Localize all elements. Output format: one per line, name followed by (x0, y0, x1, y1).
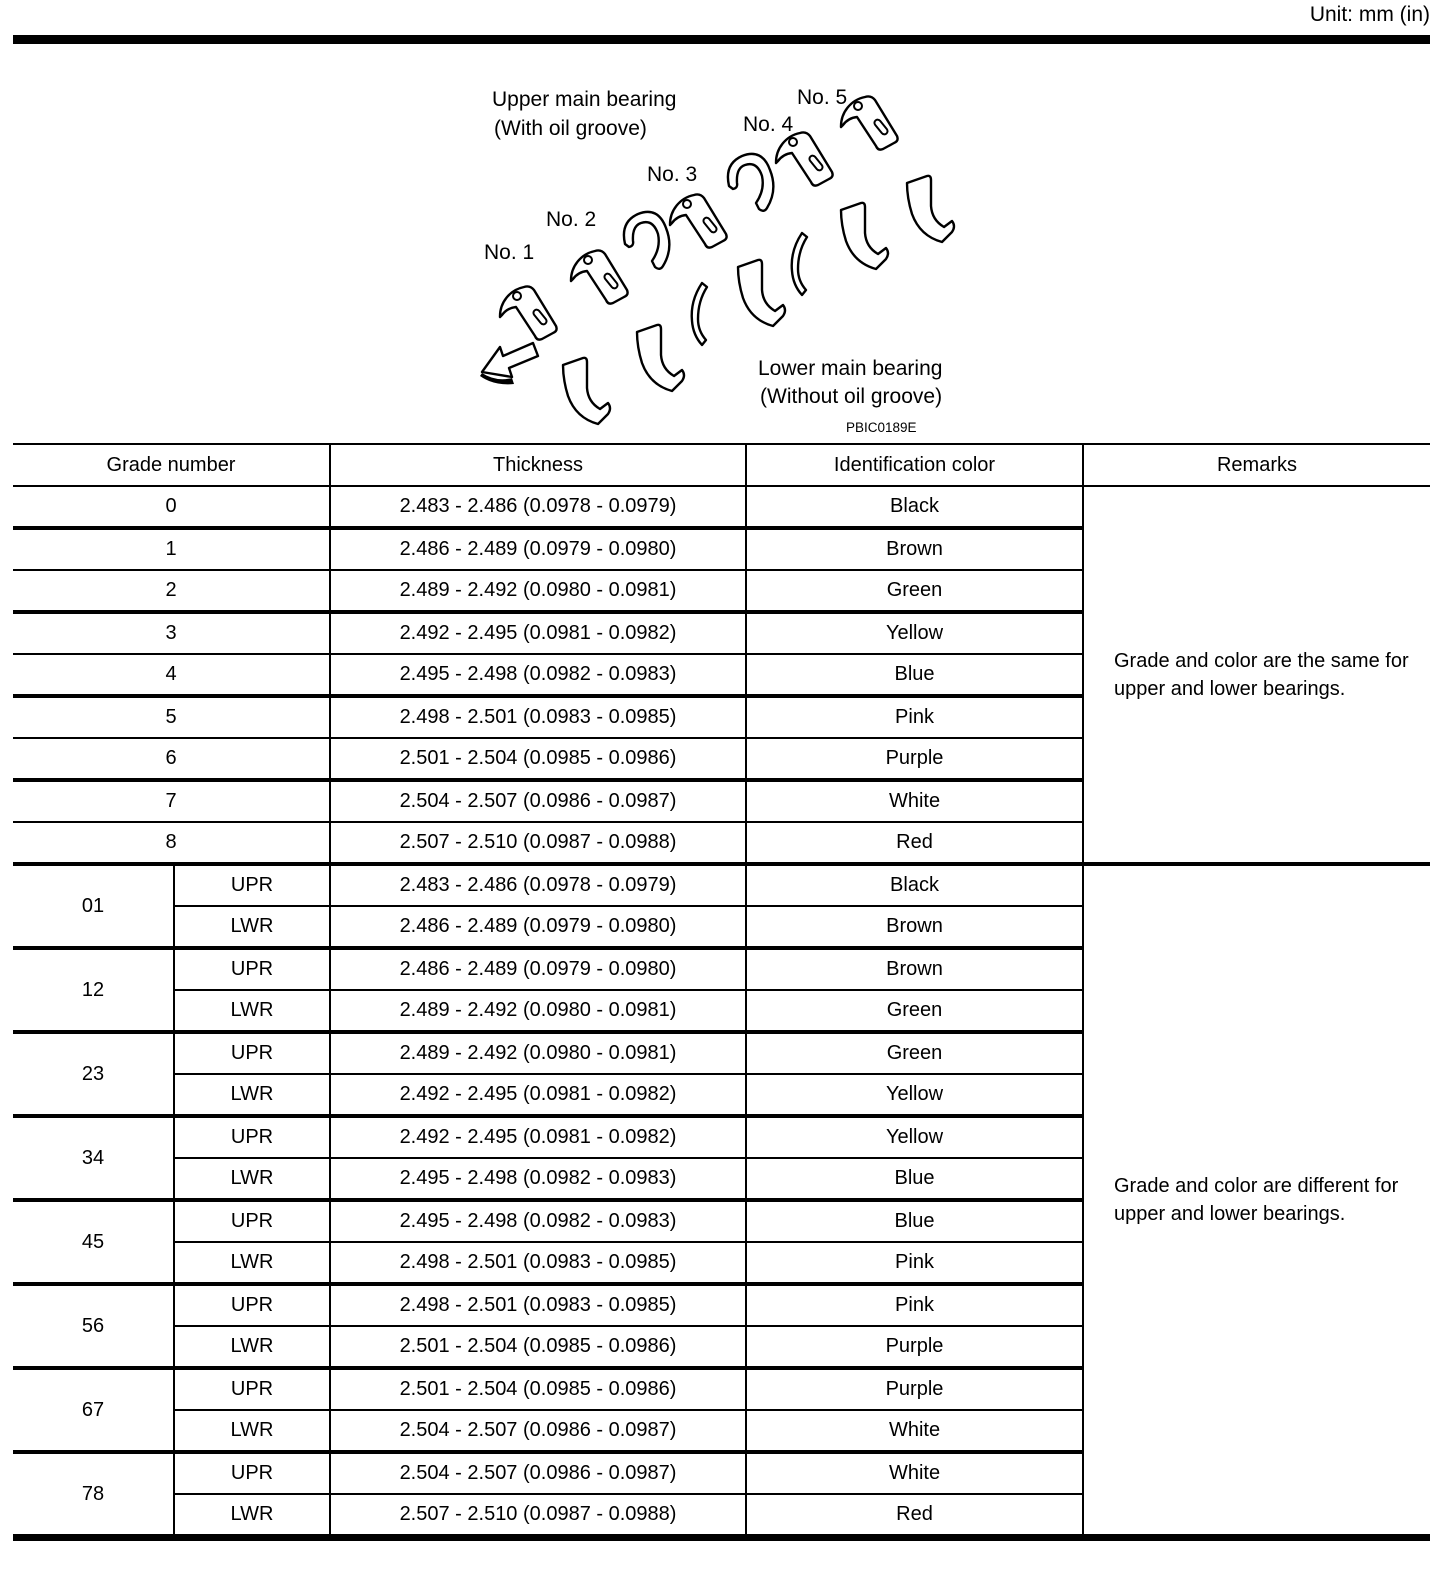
upper-bearing-no4 (776, 132, 833, 185)
lower-bearing-label-line1: Lower main bearing (758, 357, 943, 380)
grade-cell: 56 (13, 1284, 174, 1368)
position-cell-lwr: LWR (174, 1326, 330, 1368)
grade-cell: 01 (13, 864, 174, 948)
thickness-cell: 2.498 - 2.501 (0.0983 - 0.0985) (330, 696, 746, 738)
color-cell: Purple (746, 1326, 1083, 1368)
thickness-cell: 2.489 - 2.492 (0.0980 - 0.0981) (330, 570, 746, 612)
color-cell: Black (746, 864, 1083, 906)
thickness-cell: 2.495 - 2.498 (0.0982 - 0.0983) (330, 654, 746, 696)
thickness-cell: 2.501 - 2.504 (0.0985 - 0.0986) (330, 738, 746, 780)
thickness-cell: 2.501 - 2.504 (0.0985 - 0.0986) (330, 1326, 746, 1368)
thickness-cell: 2.483 - 2.486 (0.0978 - 0.0979) (330, 864, 746, 906)
section-divider-rule (13, 35, 1430, 44)
header-grade-number: Grade number (13, 444, 330, 486)
table-row (13, 486, 1430, 528)
position-cell-lwr: LWR (174, 1494, 330, 1538)
color-cell: Brown (746, 906, 1083, 948)
figure-code: PBIC0189E (846, 420, 917, 435)
grade-cell: 8 (13, 822, 330, 864)
thickness-cell: 2.492 - 2.495 (0.0981 - 0.0982) (330, 1116, 746, 1158)
position-cell-lwr: LWR (174, 1074, 330, 1116)
grade-cell: 5 (13, 696, 330, 738)
thickness-cell: 2.489 - 2.492 (0.0980 - 0.0981) (330, 1032, 746, 1074)
lower-bearing-label-line2: (Without oil groove) (760, 385, 943, 408)
position-cell-upr: UPR (174, 1284, 330, 1326)
edge-on-shell-icon (728, 154, 773, 211)
grade-cell: 3 (13, 612, 330, 654)
position-cell-upr: UPR (174, 1452, 330, 1494)
color-cell: Yellow (746, 1116, 1083, 1158)
color-cell: White (746, 1452, 1083, 1494)
remarks-cell: Grade and color are different for upper and lower bearings. (1083, 864, 1430, 1538)
table-row (13, 864, 1430, 906)
pair-grade-section (13, 864, 1430, 1538)
upper-bearing-label-line2: (With oil groove) (494, 117, 647, 140)
remarks-cell: Grade and color are the same for upper and lower bearings. (1083, 486, 1430, 864)
grade-cell: 67 (13, 1368, 174, 1452)
grade-cell: 0 (13, 486, 330, 528)
grade-cell: 1 (13, 528, 330, 570)
grade-cell: 78 (13, 1452, 174, 1538)
header-thickness: Thickness (330, 444, 746, 486)
grade-cell: 6 (13, 738, 330, 780)
color-cell: Yellow (746, 1074, 1083, 1116)
unit-label: Unit: mm (in) (1309, 3, 1430, 26)
grade-cell: 12 (13, 948, 174, 1032)
color-cell: Green (746, 1032, 1083, 1074)
thickness-cell: 2.507 - 2.510 (0.0987 - 0.0988) (330, 822, 746, 864)
color-cell: Brown (746, 528, 1083, 570)
position-cell-upr: UPR (174, 1200, 330, 1242)
upper-bearing-no1 (500, 286, 557, 339)
thickness-cell: 2.504 - 2.507 (0.0986 - 0.0987) (330, 780, 746, 822)
lower-bearing-3 (738, 260, 785, 326)
position-cell-lwr: LWR (174, 906, 330, 948)
edge-on-shell-icon (624, 212, 669, 269)
color-cell: Purple (746, 738, 1083, 780)
color-cell: Black (746, 486, 1083, 528)
thickness-cell: 2.504 - 2.507 (0.0986 - 0.0987) (330, 1410, 746, 1452)
position-cell-lwr: LWR (174, 1410, 330, 1452)
thickness-cell: 2.486 - 2.489 (0.0979 - 0.0980) (330, 528, 746, 570)
upper-bearing-no2 (571, 250, 628, 303)
thickness-cell: 2.498 - 2.501 (0.0983 - 0.0985) (330, 1284, 746, 1326)
position-cell-upr: UPR (174, 1032, 330, 1074)
color-cell: Pink (746, 696, 1083, 738)
thickness-cell: 2.489 - 2.492 (0.0980 - 0.0981) (330, 990, 746, 1032)
direction-arrow-icon (480, 343, 538, 384)
color-cell: White (746, 1410, 1083, 1452)
lower-bearing-4 (841, 203, 888, 269)
color-cell: Red (746, 822, 1083, 864)
header-row (13, 444, 1430, 486)
upper-bearing-no5 (841, 96, 898, 149)
position-cell-upr: UPR (174, 864, 330, 906)
color-cell: Yellow (746, 612, 1083, 654)
bearing-grade-table (13, 443, 1430, 1541)
grade-cell: 34 (13, 1116, 174, 1200)
thickness-cell: 2.492 - 2.495 (0.0981 - 0.0982) (330, 1074, 746, 1116)
position-cell-upr: UPR (174, 1116, 330, 1158)
upper-bearing-label-line1: Upper main bearing (492, 88, 677, 111)
bearing-figure (450, 78, 1030, 440)
thickness-cell: 2.483 - 2.486 (0.0978 - 0.0979) (330, 486, 746, 528)
callout-no1: No. 1 (484, 241, 535, 264)
header-remarks: Remarks (1083, 444, 1430, 486)
thickness-cell: 2.486 - 2.489 (0.0979 - 0.0980) (330, 948, 746, 990)
thickness-cell: 2.486 - 2.489 (0.0979 - 0.0980) (330, 906, 746, 948)
upper-bearing-no3 (670, 194, 727, 247)
position-cell-lwr: LWR (174, 1158, 330, 1200)
color-cell: Green (746, 990, 1083, 1032)
lower-bearing-1 (563, 358, 610, 424)
thickness-cell: 2.498 - 2.501 (0.0983 - 0.0985) (330, 1242, 746, 1284)
grade-cell: 2 (13, 570, 330, 612)
callout-no2: No. 2 (546, 208, 597, 231)
position-cell-lwr: LWR (174, 1242, 330, 1284)
color-cell: Blue (746, 654, 1083, 696)
callout-no4: No. 4 (743, 113, 794, 136)
color-cell: Pink (746, 1242, 1083, 1284)
grade-cell: 7 (13, 780, 330, 822)
edge-on-shell-icon (692, 283, 707, 345)
edge-on-shell-icon (792, 233, 807, 295)
thickness-cell: 2.501 - 2.504 (0.0985 - 0.0986) (330, 1368, 746, 1410)
color-cell: Brown (746, 948, 1083, 990)
thickness-cell: 2.495 - 2.498 (0.0982 - 0.0983) (330, 1158, 746, 1200)
callout-no5: No. 5 (797, 86, 848, 109)
color-cell: Pink (746, 1284, 1083, 1326)
header-identification-color: Identification color (746, 444, 1083, 486)
grade-cell: 4 (13, 654, 330, 696)
position-cell-lwr: LWR (174, 990, 330, 1032)
thickness-cell: 2.504 - 2.507 (0.0986 - 0.0987) (330, 1452, 746, 1494)
thickness-cell: 2.507 - 2.510 (0.0987 - 0.0988) (330, 1494, 746, 1538)
callout-no3: No. 3 (647, 163, 698, 186)
grade-cell: 23 (13, 1032, 174, 1116)
color-cell: Blue (746, 1158, 1083, 1200)
lower-bearing-2 (637, 325, 684, 391)
color-cell: Blue (746, 1200, 1083, 1242)
color-cell: White (746, 780, 1083, 822)
thickness-cell: 2.492 - 2.495 (0.0981 - 0.0982) (330, 612, 746, 654)
single-grade-section (13, 486, 1430, 864)
grade-cell: 45 (13, 1200, 174, 1284)
position-cell-upr: UPR (174, 1368, 330, 1410)
color-cell: Green (746, 570, 1083, 612)
color-cell: Purple (746, 1368, 1083, 1410)
color-cell: Red (746, 1494, 1083, 1538)
thickness-cell: 2.495 - 2.498 (0.0982 - 0.0983) (330, 1200, 746, 1242)
lower-bearing-5 (907, 176, 954, 242)
position-cell-upr: UPR (174, 948, 330, 990)
